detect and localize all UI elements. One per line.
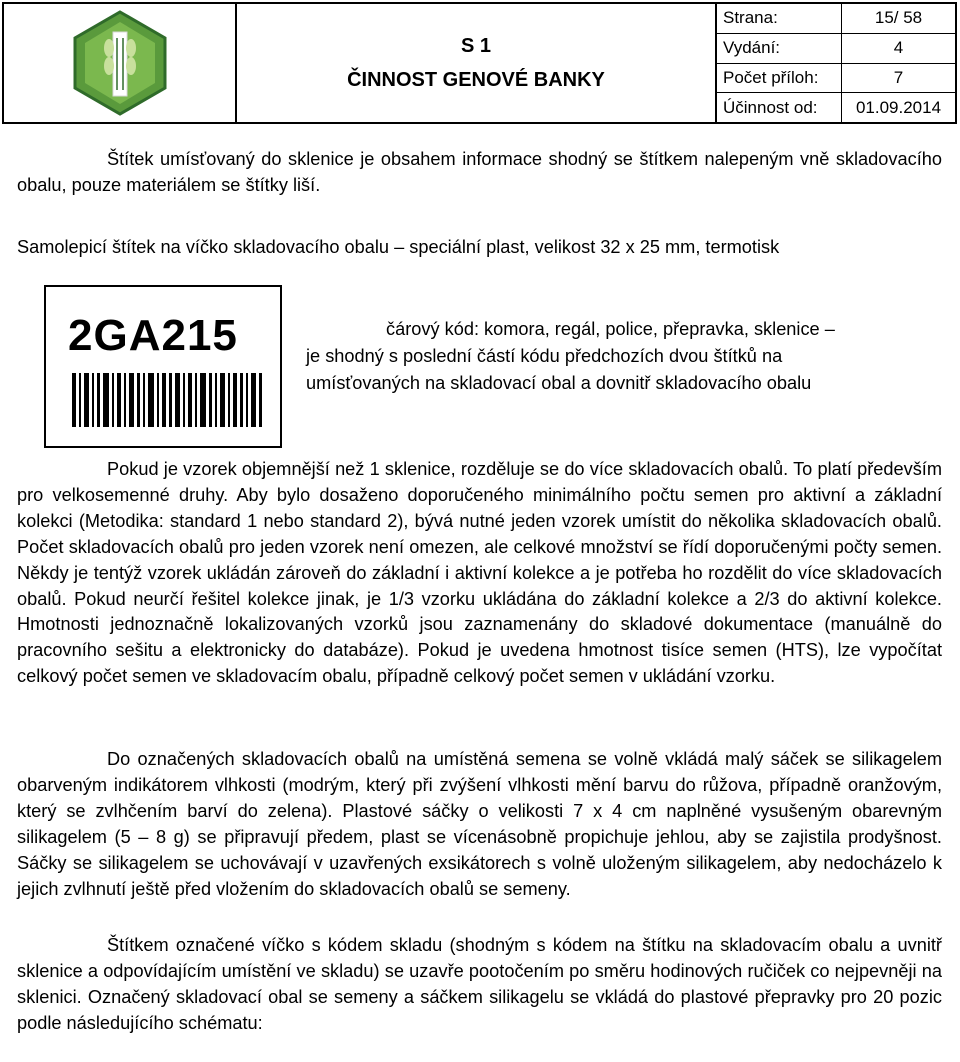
meta-label: Strana: [717,4,842,33]
lid-label-image [44,285,282,448]
meta-row-attachments [717,64,955,94]
meta-value: 4 [893,38,904,58]
barcode-desc-line: čárový kód: komora, regál, police, přepravka, sklenice – [386,319,835,339]
title-cell [237,4,717,122]
barcode-desc-line: umísťovaných na skladovací obal a dovnitř skladovacího obalu [306,373,812,393]
barcode-description [306,316,942,397]
gene-bank-logo-icon [65,8,175,118]
meta-table [717,4,955,122]
meta-label: Účinnost od: [717,93,842,122]
paragraph-label-inside: Štítek umísťovaný do sklenice je obsahem informace shodný se štítkem nalepeným vně skladovacího obalu, pouze materiálem se štítky liší. [17,149,942,195]
paragraph-sample-division: Pokud je vzorek objemnější než 1 sklenice, rozděluje se do více skladovacích obalů. To platí především pro velkosemenné druhy. Aby bylo dosaženo doporučeného minimálního počtu semen pro aktivní a základní kolekci (Metodika: standard 1 nebo standard 2), bývá nutné jeden vzorek umístit do několika skladovacích obalů. Počet skladovacích obalů pro jeden vzorek není omezen, ale celkové množství se řídí doporučenými počty semen. Někdy je tentýž vzorek ukládán zároveň do základní i aktivní kolekce a je potřeba ho rozdělit do více skladovacích obalů. Pokud neurčí řešitel kolekce jinak, je 1/3 vzorku ukládána do základní kolekce a 2/3 do aktivní kolekce. Hmotnosti jednoznačně lokalizovaných vzorků jsou zaznamenány do skladové dokumentace (manuálně do pracovního sešitu a elektronicky do databáze). Pokud je uvedena hmotnost tisíce semen (HTS), lze vypočítat celkový počet semen ve skladovacím obalu, případně celkový počet semen v ukládání vzorku. [17,459,942,687]
barcode-desc-line: je shodný s poslední částí kódu předchozích dvou štítků na [306,346,783,366]
meta-row-effective [717,93,955,122]
paragraph-lid-label: Samolepicí štítek na víčko skladovacího obalu – speciální plast, velikost 32 x 25 mm, termotisk [17,237,780,257]
paragraph-silica-gel: Do označených skladovacích obalů na umístěná semena se volně vkládá malý sáček se silikagelem obarveným indikátorem vlhkosti (modrým, který při zvýšení vlhkosti mění barvu do růžova, případně oranžovým, který se zvlhčením barví do zelena). Plastové sáčky o velikosti 7 x 4 cm naplněné vysušeným obarevným silikagelem (5 – 8 g) se připravují předem, plast se vícenásobně propichuje jehlou, aby se zajistila prodyšnost. Sáčky se silikagelem se uchovávají v uzavřených exsikátorech s volně uloženým silikagelem, aby nedocházelo k jejich zvlhnutí ještě před vložením do skladovacích obalů se semeny. [17,749,942,899]
meta-row-edition [717,34,955,64]
document-header [2,2,957,124]
document-code: S 1 [460,35,492,57]
meta-label: Vydání: [717,34,842,63]
logo-cell [4,4,237,122]
meta-value: 15/ 58 [874,8,923,28]
meta-value: 01.09.2014 [855,97,942,117]
meta-row-page [717,4,955,34]
meta-value: 7 [893,67,904,87]
document-title: ČINNOST GENOVÉ BANKY [347,69,605,91]
label-code: 2GA215 [68,311,238,360]
paragraph-lid-closure: Štítkem označené víčko s kódem skladu (shodným s kódem na štítku na skladovacím obalu a uvnitř sklenice a odpovídajícím umístění ve skladu) se uzavře pootočením po směru hodinových ručiček co nejpevněji na sklenici. Označený skladovací obal se semeny a sáčkem silikagelu se vkládá do plastové přepravky pro 20 pozic podle následujícího schématu: [17,935,942,1033]
barcode-icon [72,373,262,427]
meta-label: Počet příloh: [717,64,842,93]
